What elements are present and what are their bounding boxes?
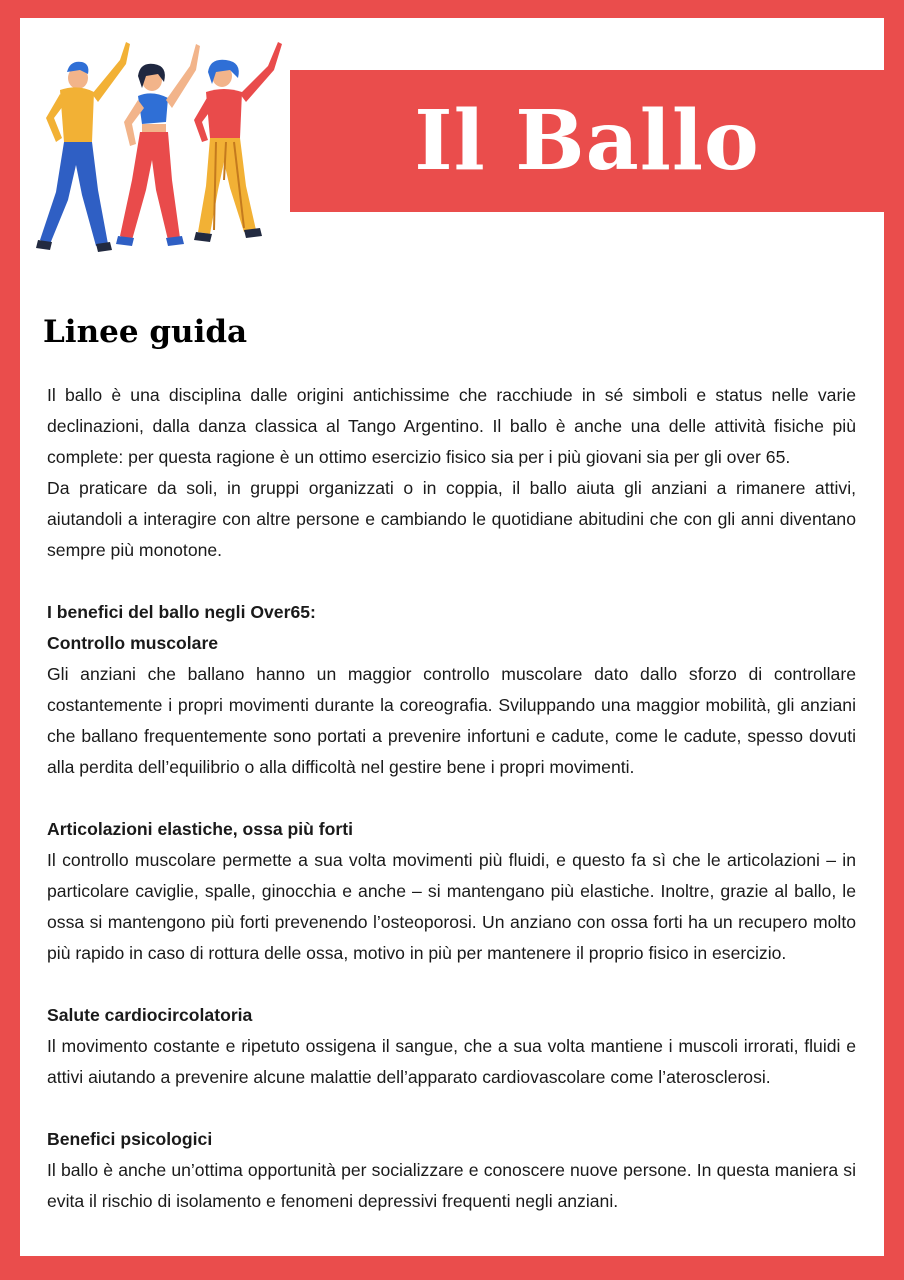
section-text-cardio: Il movimento costante e ripetuto ossigena il sangue, che a sua volta mantiene i muscoli irrorati, fluidi e attivi aiutando a prevenire alcune malattie dell’apparato cardiovascolare come l’aterosclerosi. (47, 1036, 856, 1087)
section-heading: Linee guida (43, 314, 248, 350)
intro-paragraph-1: Il ballo è una disciplina dalle origini antichissime che racchiude in sé simboli e status nelle varie declinazioni, dalla danza classica al Tango Argentino. Il ballo è anche una delle attività fisiche più complete: per questa ragione è un ottimo esercizio fisico sia per i più giovani sia per gli over 65. (47, 385, 856, 467)
section-text-psych: Il ballo è anche un’ottima opportunità per socializzare e conoscere nuove persone. In questa maniera si evita il rischio di isolamento e fenomeni depressivi frequenti negli anziani. (47, 1160, 856, 1211)
title-banner (290, 70, 884, 212)
article-body (47, 380, 856, 1217)
dancer-yellow-shirt (36, 42, 130, 252)
dancer-striped-trousers (194, 42, 282, 242)
section-title-muscle: Controllo muscolare (47, 633, 219, 653)
intro-paragraph-2: Da praticare da soli, in gruppi organizzati o in coppia, il ballo aiuta gli anziani a rimanere attivi, aiutandoli a interagire con altre persone e cambiando le quotidiane abitudini che con gli anni diventano sempre più monotone. (47, 478, 856, 560)
dancer-red-trousers (116, 44, 200, 246)
section-title-cardio: Salute cardiocircolatoria (47, 1005, 253, 1025)
section-title-joints: Articolazioni elastiche, ossa più forti (47, 819, 354, 839)
section-text-joints: Il controllo muscolare permette a sua volta movimenti più fluidi, e questo fa sì che le articolazioni – in particolare caviglie, spalle, ginocchia e anche – si mantengano più elastiche. Inoltre, grazie al ballo, le ossa si mantengono più forti prevenendo l’osteoporosi. Un anziano con ossa forti ha un recupero molto più rapido in caso di rottura delle ossa, motivo in più per mantenere il proprio fisico in esercizio. (47, 850, 856, 963)
dancers-illustration (20, 30, 295, 255)
benefits-title: I benefici del ballo negli Over65: (47, 602, 316, 622)
section-title-psych: Benefici psicologici (47, 1129, 213, 1149)
section-text-muscle: Gli anziani che ballano hanno un maggior controllo muscolare dato dallo sforzo di controllare costantemente i propri movimenti durante la coreografia. Sviluppando una maggior mobilità, gli anziani che ballano frequentemente sono portati a prevenire infortuni e cadute, come le cadute, spesso dovuti alla perdita dell’equilibrio o alla difficoltà nel gestire bene i propri movimenti. (47, 664, 856, 777)
page-title: Il Ballo (414, 93, 760, 189)
